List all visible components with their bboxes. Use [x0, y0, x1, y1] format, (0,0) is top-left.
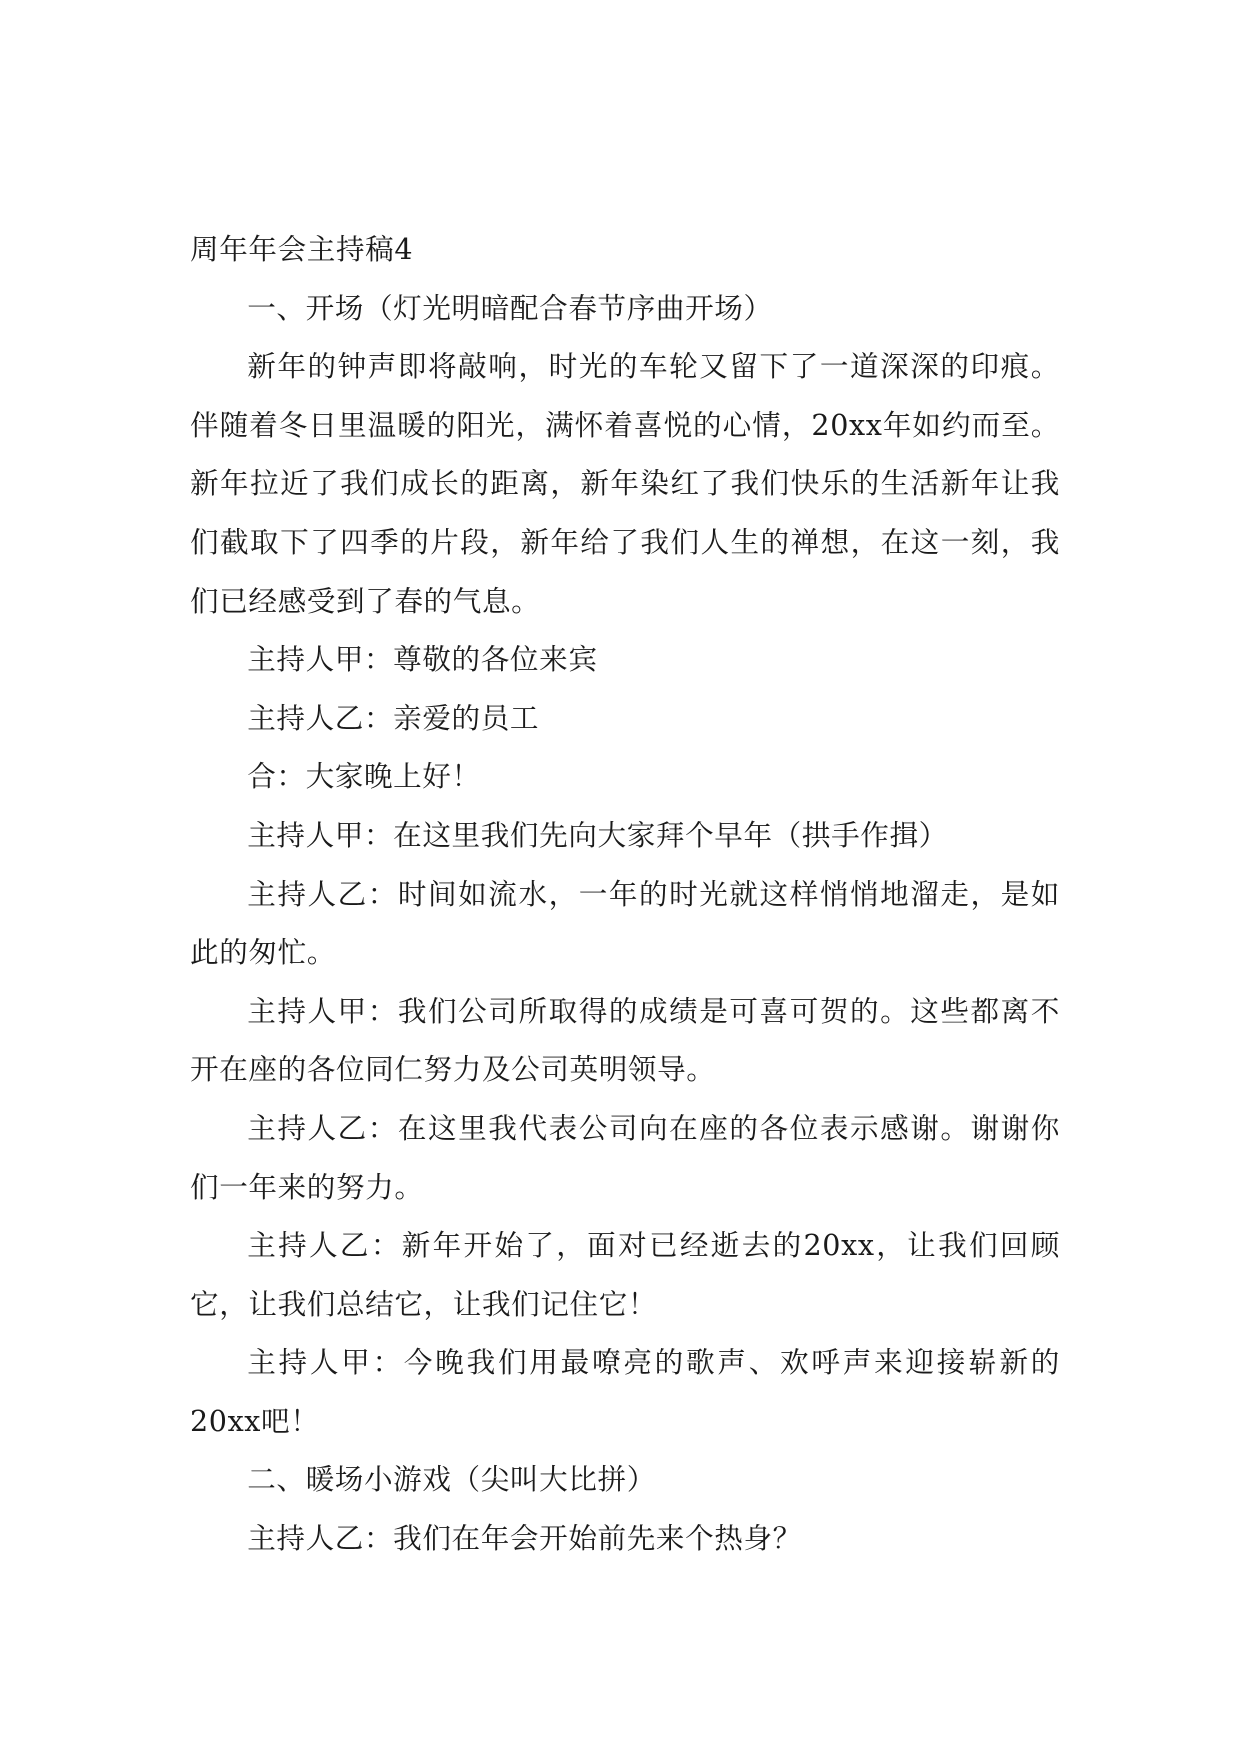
paragraph-opening-heading: 一、开场（灯光明暗配合春节序曲开场）: [247, 290, 773, 325]
paragraph-host-b-thanks: 主持人乙：在这里我代表公司向在座的各位表示感谢。谢谢你们一年来的努力。: [190, 1110, 1060, 1204]
document-title: 周年年会主持稿4: [190, 232, 414, 266]
paragraph-host-a-welcome-new-year: 主持人甲：今晚我们用最嘹亮的歌声、欢呼声来迎接崭新的20xx吧！: [190, 1345, 1060, 1438]
paragraph-host-a-achievements: 主持人甲：我们公司所取得的成绩是可喜可贺的。这些都离不开在座的各位同仁努力及公司英明领导。: [190, 993, 1060, 1087]
paragraph-host-b-greeting: 主持人乙：亲爱的员工: [247, 700, 540, 735]
paragraph-host-b-review: 主持人乙：新年开始了，面对已经逝去的20xx，让我们回顾它，让我们总结它，让我们记住它！: [190, 1228, 1060, 1321]
paragraph-together-greeting: 合：大家晚上好！: [247, 759, 481, 794]
paragraph-host-b-time-flows: 主持人乙：时间如流水，一年的时光就这样悄悄地溜走，是如此的匆忙。: [190, 876, 1060, 970]
paragraph-warmup-game-heading: 二、暖场小游戏（尖叫大比拼）: [247, 1462, 656, 1497]
paragraph-host-b-warmup: 主持人乙：我们在年会开始前先来个热身？: [247, 1521, 802, 1556]
paragraph-host-a-greeting: 主持人甲：尊敬的各位来宾: [247, 642, 598, 677]
document-page: [190, 220, 1060, 1568]
paragraph-host-a-new-year-wish: 主持人甲：在这里我们先向大家拜个早年（拱手作揖）: [247, 817, 948, 852]
paragraph-new-year-intro: 新年的钟声即将敲响，时光的车轮又留下了一道深深的印痕。伴随着冬日里温暖的阳光，满怀着喜悦的心情，20xx年如约而至。新年拉近了我们成长的距离，新年染红了我们快乐的生活新年让我们截取下了四季的片段，新年给了我们人生的禅想，在这一刻，我们已经感受到了春的气息。: [190, 349, 1060, 618]
